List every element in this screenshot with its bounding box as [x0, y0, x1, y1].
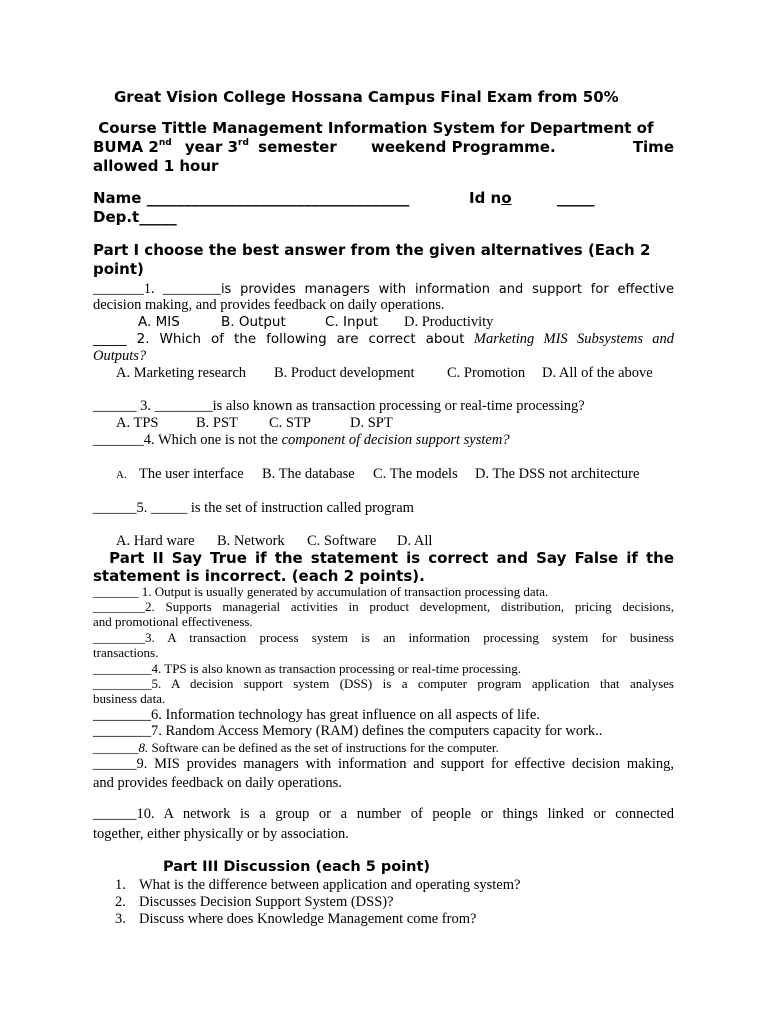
year-label: year 3	[184, 138, 239, 156]
q4-option-a: The user interface	[139, 466, 244, 482]
question-1-line-2: decision making, and provides feedback on daily operations.	[93, 297, 445, 313]
question-3-line: ______ 3. ________is also known as transaction processing or real-time processing?	[93, 398, 585, 414]
statement-3-line-1: ________3. A transaction process system is an information processing system for business	[93, 630, 674, 645]
statement-4: _________4. TPS is also known as transaction processing or real-time processing.	[93, 661, 521, 676]
program-code: BUMA 2	[93, 138, 159, 156]
item-2-number: 2.	[115, 894, 126, 910]
s8-number: 8.	[138, 740, 149, 755]
part1-heading: Part I choose the best answer from the given alternatives (Each 2	[93, 241, 651, 259]
q3-option-a: A. TPS	[116, 415, 159, 431]
q2-topic: Marketing MIS Subsystems and	[473, 331, 674, 347]
part3-heading: Part III Discussion (each 5 point)	[163, 859, 431, 875]
statement-6: ________6. Information technology has great influence on all aspects of life.	[93, 707, 540, 723]
statement-7: ________7. Random Access Memory (RAM) defines the computers capacity for work..	[93, 723, 603, 739]
id-label-text: Id n	[469, 189, 502, 207]
q1-option-c: C. Input	[325, 314, 378, 330]
q1-option-d: D. Productivity	[404, 314, 494, 330]
question-4-options	[116, 466, 640, 483]
question-4-line	[93, 432, 510, 449]
semester-label: semester	[258, 138, 337, 156]
sup-nd: nd	[158, 138, 172, 148]
course-line-1	[93, 119, 674, 138]
discussion-item-3	[115, 911, 477, 928]
statement-10-line-1: ______10. A network is a group or a number of people or things linked or connected	[93, 806, 674, 822]
question-5-options	[116, 533, 433, 550]
q3-option-c: C. STP	[269, 415, 311, 431]
discussion-item-2	[115, 894, 394, 911]
question-1-options	[138, 314, 494, 330]
q2-option-d: D. All of the above	[542, 365, 653, 381]
q2-option-a: A. Marketing research	[116, 365, 247, 381]
q3-option-d: D. SPT	[350, 415, 393, 431]
item-1-number: 1.	[115, 877, 126, 893]
time-label: Time	[632, 138, 674, 156]
question-1-line-1	[93, 281, 674, 298]
q1-option-a: A. MIS	[138, 314, 180, 330]
part1-heading-cont: point)	[93, 260, 144, 278]
q5-option-a: A. Hard ware	[116, 533, 195, 549]
id-field-label	[469, 189, 512, 208]
statement-10-line-2: together, either physically or by association.	[93, 826, 349, 842]
time-allowed: allowed 1 hour	[93, 157, 219, 175]
part2-heading-text: Part II Say True if the statement is correct and Say False if the	[109, 549, 675, 567]
statement-1: _______ 1. Output is usually generated by accumulation of transaction processing data.	[93, 584, 549, 599]
statement-2-line-1: ________2. Supports managerial activities in product development, distribution, pricing decisions,	[93, 599, 674, 614]
q4-option-d: D. The DSS not architecture	[475, 466, 640, 482]
s8-blank: _______	[93, 740, 139, 755]
question-5-line: ______5. _____ is the set of instruction called program	[93, 500, 414, 516]
item-2-text: Discusses Decision Support System (DSS)?	[139, 894, 394, 910]
statement-3-line-2: transactions.	[93, 645, 159, 660]
q4-option-b: B. The database	[262, 466, 355, 482]
q2-option-c: C. Promotion	[447, 365, 526, 381]
item-1-text: What is the difference between application and operating system?	[139, 877, 521, 893]
q4-text: _______4. Which one is not the	[93, 432, 278, 448]
statement-2-line-2: and promotional effectiveness.	[93, 614, 253, 629]
q1-option-b: B. Output	[221, 314, 286, 330]
sup-rd: rd	[238, 138, 249, 148]
q2-text: _____ 2. Which of the following are correct about	[93, 331, 465, 347]
statement-5-line-1: _________5. A decision support system (DSS) is a computer program application that analyses	[93, 676, 674, 691]
q5-option-d: D. All	[397, 533, 433, 549]
statement-9-line-1: ______9. MIS provides managers with information and support for effective decision making,	[93, 756, 674, 772]
q3-option-b: B. PST	[196, 415, 238, 431]
statement-9-line-2: and provides feedback on daily operations.	[93, 775, 342, 791]
item-3-number: 3.	[115, 911, 126, 927]
course-title-text: Course Tittle Management Information System for Department of	[98, 119, 654, 137]
q1-text: is provides managers with information and support for effective	[220, 282, 675, 297]
question-2-line-1	[93, 331, 674, 348]
q5-option-b: B. Network	[217, 533, 285, 549]
discussion-item-1	[115, 877, 521, 894]
q2-option-b: B. Product development	[274, 365, 415, 381]
statement-8	[93, 740, 499, 756]
item-3-text: Discuss where does Knowledge Management come from?	[139, 911, 477, 927]
exam-title: Great Vision College Hossana Campus Final Exam from 50%	[114, 88, 619, 106]
question-2-line-2: Outputs?	[93, 348, 147, 364]
id-field-blank: _____	[557, 189, 595, 207]
part2-heading	[93, 549, 674, 568]
dept-field-label: Dep.t_____	[93, 208, 177, 226]
name-field-label: Name ___________________________________	[93, 189, 410, 207]
q4-option-c: C. The models	[373, 466, 458, 482]
id-label-o: o	[501, 189, 512, 207]
statement-5-line-2: business data.	[93, 691, 166, 706]
question-2-options	[116, 365, 653, 382]
q5-option-c: C. Software	[307, 533, 377, 549]
s8-text: Software can be defined as the set of instructions for the computer.	[148, 740, 499, 755]
course-line-2	[93, 138, 674, 157]
q1-blank: _______1. ________	[93, 281, 221, 297]
question-3-options	[116, 415, 393, 432]
q4-option-a-label: A.	[116, 469, 127, 481]
programme-label: weekend Programme.	[371, 138, 556, 156]
q4-topic: component of decision support system?	[281, 432, 510, 448]
part2-heading-cont: statement is incorrect. (each 2 points).	[93, 567, 425, 585]
